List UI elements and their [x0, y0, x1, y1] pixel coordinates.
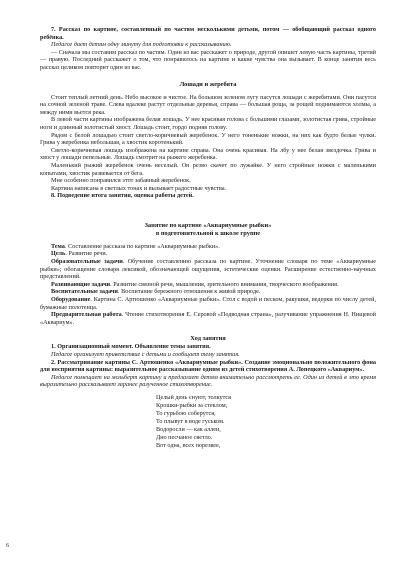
lesson-subtitle: в подготовительной к школе группе [155, 229, 261, 237]
field-label: Предварительная работа [51, 311, 122, 319]
field-text: . Развитие речи. [65, 250, 108, 258]
step-2-note: Педагог помещает на мольберт картину и предлагает детям внимательно рассмотреть ее. Один из детей в это время выразительно рассказывает заранее разученное стихотворение. [40, 373, 376, 389]
lesson-field-goal [40, 250, 376, 258]
field-text: . Картина С. Артюшенко «Аквариумные рыбки». Стол с водой и песком, ракушки, ведерки по числу детей, бумажные полотенца. [40, 296, 376, 311]
story-paragraph: Мне особенно понравился этот забавный жеребенок. [51, 177, 191, 185]
lesson-field-upbringing [40, 288, 376, 296]
story-paragraph: Светло-коричневая лошадь изображена на картине справа. Она очень красивая. На лбу у нее белая звездочка. Грива и хвост у лошади пепельные. Лошадь смотрит на рыжего жеребенка. [40, 146, 376, 162]
lesson-field-educational [40, 258, 376, 281]
field-label: Тема [51, 242, 65, 250]
field-text: . Воспитание бережного отношения к живой природе. [117, 288, 261, 296]
document-page [40, 26, 376, 450]
poem-line: То гурьбою соберутся, [156, 409, 216, 417]
field-label: Цель [51, 250, 66, 258]
step-1-note: Педагог организует приветствие с детьми и сообщает тему занятия. [51, 351, 240, 358]
story-paragraph: В левой части картины изображена белая лошадь. У нее красивая голова с большими глазами, золотистая грива, стройные ноги и длинный золотистый хвост. Лошадь стоит, гордо подняв голову. [40, 116, 376, 131]
story-paragraph: Стоит теплый летний день. Небо высокое и чистое. На большом зеленом лугу пасутся лошади с жеребятами. Они пасутся на сочной зеленой траве. Слева вдалеке растут отдельные деревья, справа — большая роща, за рощей поднимаются холмы, а между ними вьется река. [40, 93, 376, 116]
step-1-heading: 1. Организационный момент. Объявление темы занятия. [51, 343, 211, 351]
item-7-note: Педагог дает детям одну минуту для подготовки к рассказыванию. [51, 41, 232, 49]
story-title: Лошади и жеребята [179, 80, 237, 88]
poem-line: Целый день снуют, толкутся [156, 393, 232, 401]
item-8-heading: 8. Подведение итога занятия, оценка работы детей. [51, 192, 194, 200]
field-text: . Обучение составлению рассказа по картине. Уточнение словаря по теме «Аквариумные рыбки»; обогащение словаря лексикой, обозначающей ощущения, эстетические оценки. Расширение естественно-научных представлений. [40, 258, 376, 281]
lesson-field-developmental [40, 281, 376, 289]
story-paragraph: Картина написана в светлых тонах и вызывает радостные чувства. [51, 184, 227, 192]
page-number: 6 [6, 543, 9, 549]
field-label: Оборудование [51, 296, 91, 304]
step-2-heading: 2. Рассматривание картины С. Артюшенко «Аквариумные рыбки». Создание эмоционально положительного фона для восприятия картины: выразительное рассказывание одним из детей стихотворения А. Лопецкого «Аквариум». [40, 358, 376, 374]
field-label: Образовательные задачи [51, 258, 123, 266]
poem-line: Крошки-рыбки за стеклом, [156, 401, 228, 409]
lesson-title: Занятие по картине «Аквариумные рыбки» [144, 221, 272, 229]
field-label: Воспитательные задачи [51, 288, 118, 296]
course-title: Ход занятия [190, 335, 226, 343]
poem-line: Дно песчаное светло. [156, 433, 213, 441]
field-text: . Чтение стихотворения Е. Серовой «Подводная страна», разучивание упражнения Н. Нищевой «Аквариум». [40, 311, 376, 326]
poem-line: То плывут в воде гуськом. [156, 417, 225, 425]
lesson-field-topic [40, 243, 376, 251]
story-paragraph: Рядом с белой лошадью стоит светло-коричневый жеребенок. У него тоненькие ножки, на них как будто белые чулки. Грива у жеребенка небольшая, а хвостик коротенький. [40, 131, 376, 147]
poem-line: Водоросли — как аллеи, [156, 425, 221, 433]
field-text: . Составление рассказа по картине «Аквариумные рыбки». [64, 242, 220, 250]
lesson-field-preparation [40, 311, 376, 326]
story-paragraph: Маленький рыжий жеребенок очень веселый. Он резво скачет по лужайке. У него стройные ножки с маленькими копытами, хвостик развевается от бега. [40, 161, 376, 177]
field-text: . Развитие связной речи, мышления, зрительного внимания, творческого воображения. [110, 280, 339, 288]
poem-line: Вот одна, всех порезвее, [156, 441, 221, 449]
item-7-heading: 7. Рассказ по картине, составленный по частям несколькими детьми, потом — обобщающий рассказ одного ребёнка. [40, 26, 376, 41]
lesson-field-equipment [40, 296, 376, 311]
item-7-text: — Сначала мы составим рассказ по частям. Один из вас расскажет о природе, другой опишет левую часть картины, третий — правую. Последний расскажет о том, что понравилось на картине и какие чувства она вызывает. В конце занятия весь рассказ целиком повторит один из вас. [40, 48, 376, 71]
field-label: Развивающие задачи [51, 280, 111, 288]
poem [156, 394, 376, 450]
